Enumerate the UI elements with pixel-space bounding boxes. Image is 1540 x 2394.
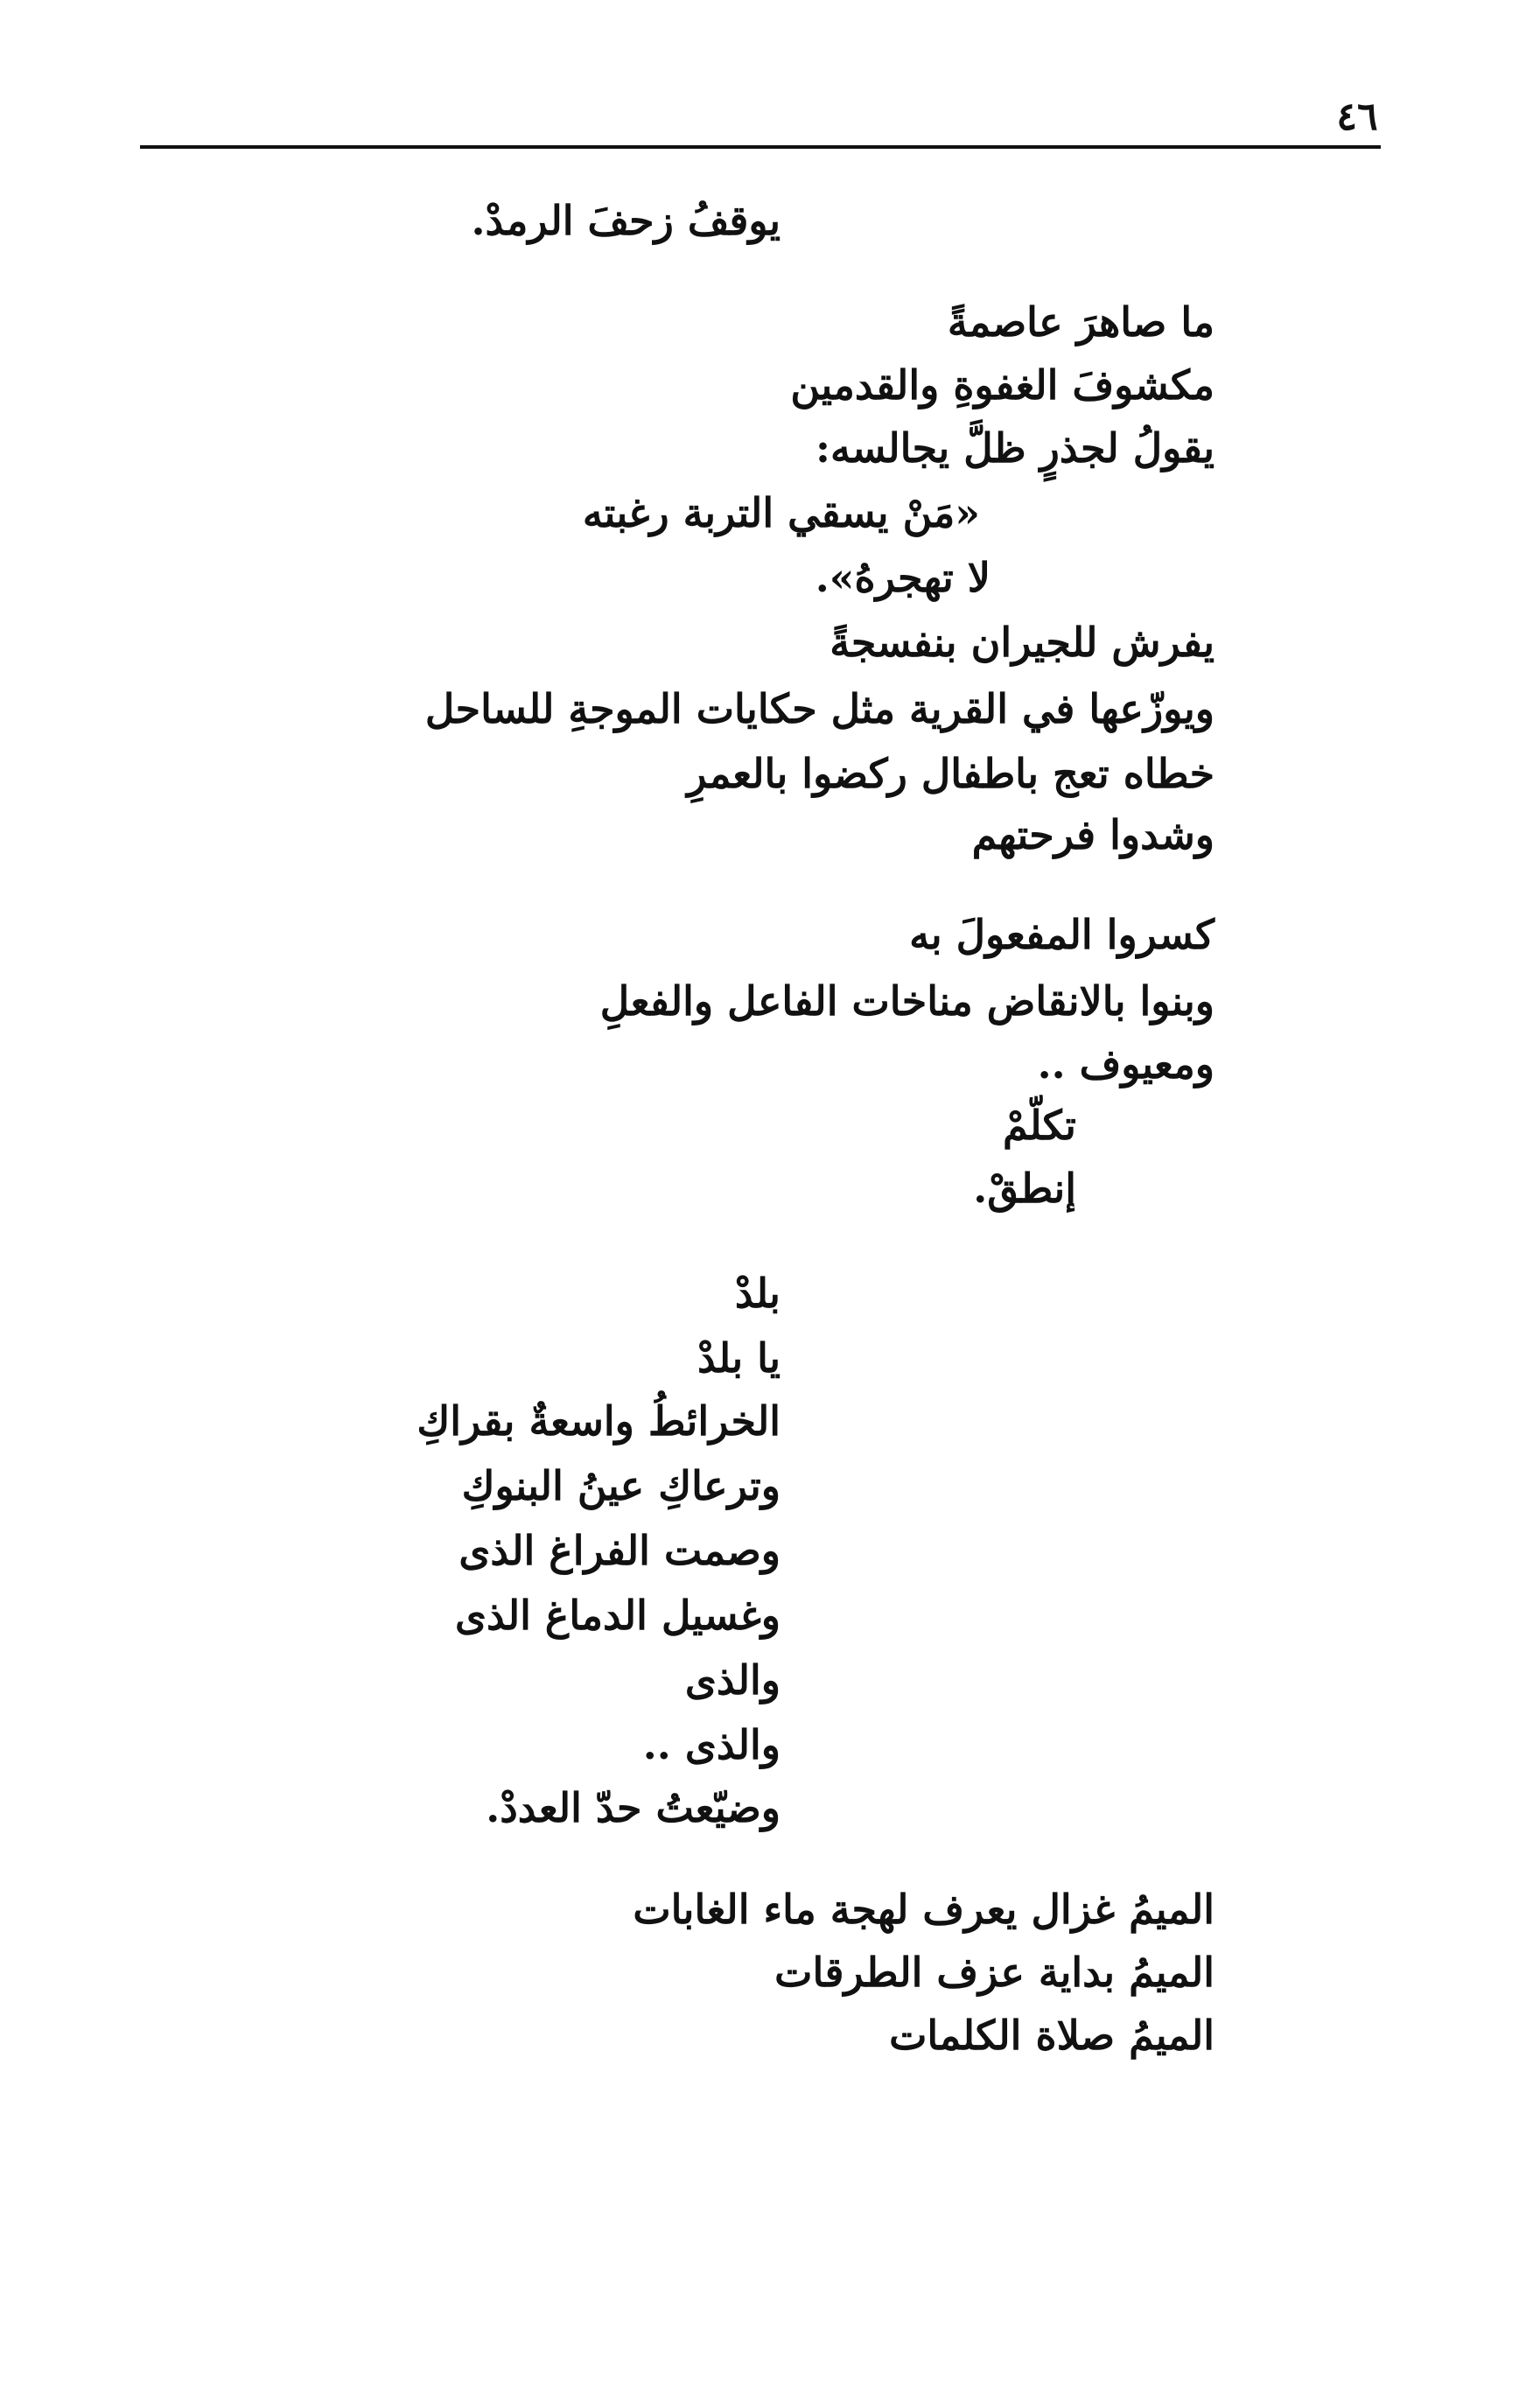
- poem-line: يفرش للجيران بنفسجةً: [830, 619, 1214, 666]
- poem-line: والذى ..: [642, 1721, 780, 1768]
- poem-line: وضيّعتُ حدّ العددْ.: [486, 1784, 780, 1831]
- poem-line: يوقفُ زحفَ الرمدْ.: [471, 197, 780, 244]
- poem-line: «مَنْ يسقي التربة رغبته: [582, 489, 980, 536]
- poem-line: ما صاهرَ عاصمةً: [947, 298, 1214, 346]
- poem-line: لا تهجرهُ».: [815, 554, 990, 601]
- poem-line: وصمت الفراغ الذى: [458, 1527, 780, 1574]
- poem-line: ويوزّعها في القرية مثل حكايات الموجةِ للساحل: [424, 685, 1214, 732]
- poem-line: يا بلدْ: [696, 1334, 780, 1382]
- poem-line: خطاه تعج باطفال ركضوا بالعمرِ: [687, 750, 1214, 797]
- poem-line: إنطقْ.: [973, 1165, 1076, 1212]
- poem-line: وشدوا فرحتهم: [971, 811, 1214, 858]
- poem-line: وترعاكِ عينُ البنوكِ: [461, 1462, 780, 1509]
- poem-line: الميمُ صلاة الكلمات: [889, 2012, 1214, 2059]
- poem-line: الخرائطُ واسعةٌ بقراكِ: [416, 1397, 780, 1445]
- poem-line: بلدْ: [734, 1270, 780, 1317]
- poem-line: وغسيل الدماغ الذى: [454, 1592, 780, 1639]
- poem-line: الميمُ غزال يعرف لهجة ماء الغابات: [633, 1886, 1214, 1933]
- page-number: ٤٦: [1336, 94, 1378, 139]
- poem-line: والذى: [684, 1656, 780, 1704]
- poem-line: يقولُ لجذرٍ ظلَّ يجالسه:: [815, 424, 1214, 472]
- poem-line: وبنوا بالانقاض مناخات الفاعل والفعلِ: [599, 977, 1214, 1025]
- poem-line: كسروا المفعولَ به: [909, 911, 1214, 958]
- header-rule: [140, 145, 1381, 149]
- poem-line: الميمُ بداية عزف الطرقات: [774, 1949, 1214, 1996]
- poem-line: تكلّمْ: [1002, 1102, 1076, 1149]
- poem-line: ومعيوف ..: [1037, 1040, 1214, 1088]
- poem-line: مكشوفَ الغفوةِ والقدمين: [790, 361, 1214, 409]
